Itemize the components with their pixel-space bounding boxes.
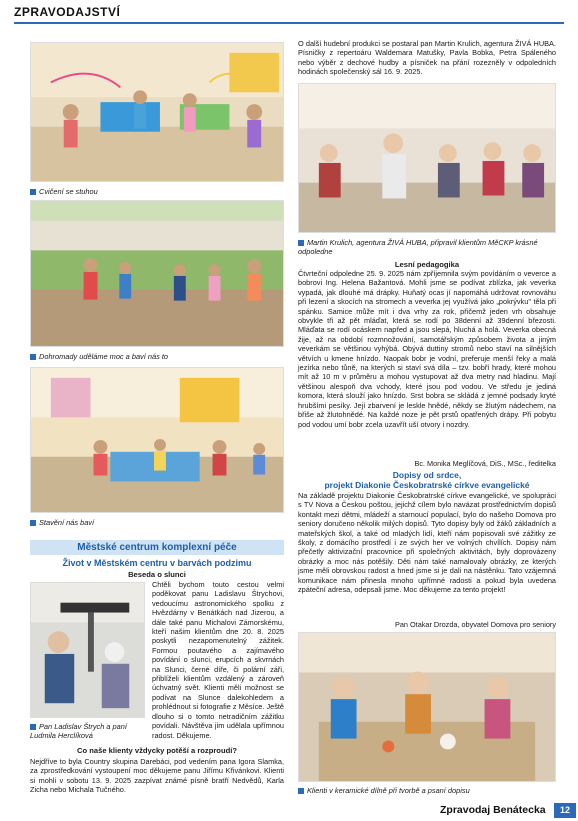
lesni-title: Lesní pedagogika	[394, 260, 460, 269]
lesni-text: Čtvrteční odpoledne 25. 9. 2025 nám zpříjemnila svým povídáním o veverce a bobrovi Ing. Helena Bažantová. Mohli jsme se podívat zblízka, jak veverka vypadá, jak dlouhé má drápky. Huňatý ocas jí napomáhá udržovat rovnováhu při lezení a skocích na stromech a veverka jej využívá jako „pokrývku" těla při spánku. Samice může mít i dva vrhy za rok, přičemž jeden vrh obsahuje obvykle tři až pět mláďat, která se rodí po 38denní až 39denní březosti. Mláďata se rodí ocáskem napřed a jsou slepá, hluchá a holá. Veverka obecná žije, až na období rozmnožování, samotářským způsobem života a jiným veverkám se většinou vyhýbá. Obývá duttiny stromů nebo staví na silnějších větvích u kmene hnízdo. Naopak bobr je vodní, preferuje menší řeky a malá jezírka nebo tůně, na kterých si staví svá díla – tzv. bobří hrady, které mohou mít až 10 m v průměru a mohou vystupovat až dva metry nad hladinu. Mají většinou alespoň dva vchody, které jsou pod vodou. Ve středu je jediná komora, která slouží jako hnízdo. Srst bobra se skládá z jemné podsady kryté hrubšími pesíky. Její zbarvení je leskle hnědé, někdy se žlutým nádechem, na břiše až žlutohnědé. Na každé noze je pět prstů opatřených drápy. Při pobytu pod vodou umí bobr zcela uzavřít uší otvory i nozdry.	[298, 269, 556, 429]
header-rule	[14, 22, 564, 24]
photo-ribbon-exercise	[30, 42, 284, 182]
caption-ribbon: Cvičení se stuhou	[30, 187, 284, 196]
dopisy-title-2: projekt Diakonie Českobratrské církve evangelické	[324, 480, 530, 490]
dopisy-title-1: Dopisy od srdce,	[392, 470, 462, 480]
article-subhead-2: Co naše klienty vždycky potěší a rozproudí?	[77, 746, 237, 755]
signature-director: Bc. Monika Meglíčová, DiS., MSc., ředitelka	[414, 459, 556, 468]
page-number: 12	[554, 803, 576, 818]
right-top-paragraph: O další hudební produkci se postaral pan Martin Krulich, agentura ŽIVÁ HUBA. Písničky z repertoáru Waldemara Matušky, Pavla Bobka, Petra Spáleného nebo výběr z dechové hudby a písniček na přání rozezněly v odpoledních hodinách společenský sál 16. 9. 2025.	[298, 39, 556, 77]
photo-music-performance	[298, 83, 556, 233]
article-paragraph-1: Chtěli bychom touto cestou velmi poděkovat panu Ladislavu Štrychovi, vedoucímu astronomického spolku z Hvězdárny v Benátkách nad Jizerou, a dále také panu Michalovi Zámorskému, kteří našim klientům dne 20. 8. 2025 poskytli nezapomenutelný zážitek. Formou poutavého a zajímavého povídání o slunci, erupcích a skvrnách na Slunci, černé díře, či polární záři, přiblíželi klientům vzdálený a zároveň úchvatný svět. Klienti měli možnost se podívat na Slunce dalekohledem a prohlédnout si fotografie z Měsíce. Ještě dlouho si o tomto netradičním zážitku povídali. Návštěva jim udělala upřímnou radost. Děkujeme.	[152, 580, 284, 740]
article-title: Život v Městském centru v barvách podzimu	[62, 558, 252, 568]
caption-bullet-icon	[30, 520, 36, 526]
signature-resident: Pan Otakar Drozda, obyvatel Domova pro seniory	[394, 620, 556, 629]
section-title: ZPRAVODAJSTVÍ	[14, 5, 121, 19]
caption-ceramics: Klienti v keramické dílně při tvorbě a psaní dopisu	[298, 786, 556, 795]
caption-music: Martin Krulich, agentura ŽIVÁ HUBA, připravil klientům MěCKP krásné odpoledne	[298, 238, 538, 256]
caption-bullet-icon	[30, 354, 36, 360]
caption-telescope: Pan Ladislav Štrych a paní Ludmila Herclíková	[30, 722, 127, 740]
caption-bullet-icon	[30, 724, 36, 730]
caption-bullet-icon	[30, 189, 36, 195]
section-banner: Městské centrum komplexní péče	[30, 540, 284, 555]
page-header	[0, 0, 578, 26]
dopisy-text: Na základě projektu Diakonie Českobratrské církve evangelické, ve spolupráci s TV Nova a Českou poštou, jejichž cílem bylo navázat prostřednictvím dopisů kontakt mezi dětmi, mládeží a starnoucí populací, bylo do našeho Domova pro seniory doručeno několik milých dopisů. Tyto dopisy byly od žáků základních a mateřských škol, a také od mladých lidí, kteří nám popisovali své zážitky ze školy, z domácího prostředí i ze svých her ve volných chvílích. Dopisy nám přečetly aktivizační pracovnice při společných aktivitách, byly doprovázeny obrázky a moc nás potěšily. Děti nám také namalovaly obrázky, ze kterých jsme měli obrovskou radost a hned jsme si je dali na nástěnku. Tato vzájemná komunikace nám přinesla mnoho upřímné radosti a pokud byla uvedena zpáteční adresa, odepsali jsme. Moc děkujeme za tento projekt!	[298, 491, 556, 595]
caption-building: Stavění nás baví	[30, 518, 284, 527]
caption-together: Dohromady uděláme moc a baví nás to	[30, 352, 284, 361]
caption-bullet-icon	[298, 240, 304, 246]
footer-title: Zpravodaj Benátecka	[440, 804, 546, 816]
photo-telescope	[30, 582, 145, 718]
photo-ceramics	[298, 632, 556, 782]
article-paragraph-2: Nejdříve to byla Country skupina Darebáci, pod vedením pana Igora Slamka, za zprostředkování vystoupení moc děkujeme panu Jiřímu Křivánkovi. Klienti si mohli v sobotu 13. 9. 2025 zazpívat známé písně bratří Nedvědů, Karla Zicha nebo Michala Tučného.	[30, 757, 284, 795]
photo-building	[30, 367, 284, 513]
photo-garden-play	[30, 200, 284, 347]
caption-bullet-icon	[298, 788, 304, 794]
article-subtitle: Beseda o slunci	[128, 570, 186, 579]
